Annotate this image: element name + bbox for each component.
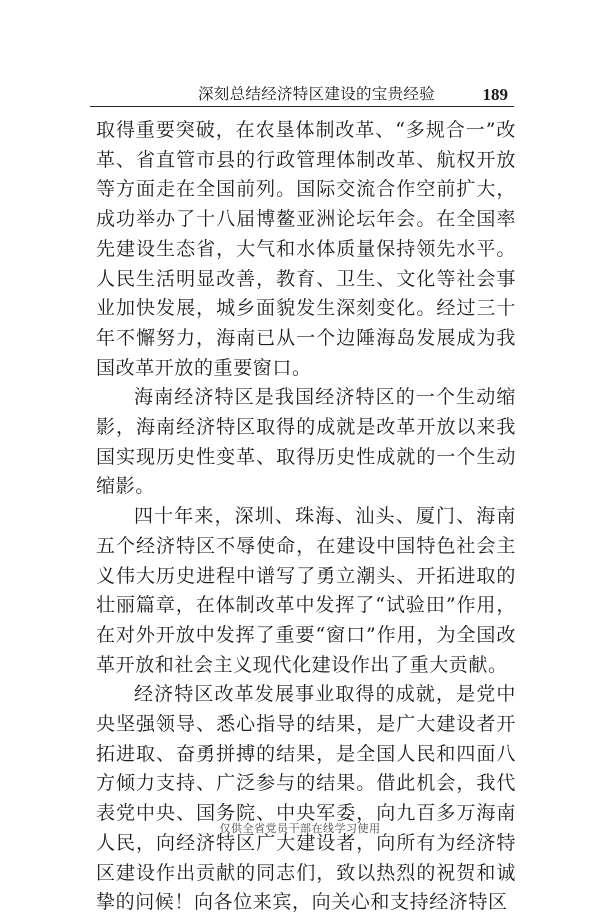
running-header-title: 深刻总结经济特区建设的宝贵经验	[198, 85, 436, 103]
paragraph-3: 四十年来，深圳、珠海、汕头、厦门、海南五个经济特区不辱使命，在建设中国特色社会主义伟大历史进程中谱写了勇立潮头、开拓进取的壮丽篇章，在体制改革中发挥了“试验田”作用，在对外开放中发挥了重要“窗口”作用，为全国改革开放和社会主义现代化建设作出了重大贡献。	[96, 505, 516, 676]
paragraph-1: 取得重要突破，在农垦体制改革、“多规合一”改革、省直管市县的行政管理体制改革、航权开放等方面走在全国前列。国际交流合作空前扩大，成功举办了十八届博鳌亚洲论坛年会。在全国率先建设生态省，大气和水体质量保持领先水平。人民生活明显改善，教育、卫生、文化等社会事业加快发展，城乡面貌发生深刻变化。经过三十年不懈努力，海南已从一个边陲海岛发展成为我国改革开放的重要窗口。	[96, 119, 516, 379]
page-number: 189	[482, 85, 508, 104]
running-header	[90, 84, 514, 108]
footer-notice: 仅供全省党员干部在线学习使用	[219, 822, 381, 835]
paragraph-2: 海南经济特区是我国经济特区的一个生动缩影，海南经济特区取得的成就是改革开放以来我国实现历史性变革、取得历史性成就的一个生动缩影。	[96, 386, 516, 498]
body-text	[96, 116, 516, 918]
header-rule-divider	[90, 106, 514, 107]
paragraph-4: 经济特区改革发展事业取得的成就，是党中央坚强领导、悉心指导的结果，是广大建设者开拓进取、奋勇拼搏的结果，是全国人民和四面八方倾力支持、广泛参与的结果。借此机会，我代表党中央、国务院、中央军委，向九百多万海南人民，向经济特区广大建设者，向所有为经济特区建设作出贡献的同志们，致以热烈的祝贺和诚挚的问候！向各位来宾，向关心和支持经济特区	[96, 683, 516, 914]
